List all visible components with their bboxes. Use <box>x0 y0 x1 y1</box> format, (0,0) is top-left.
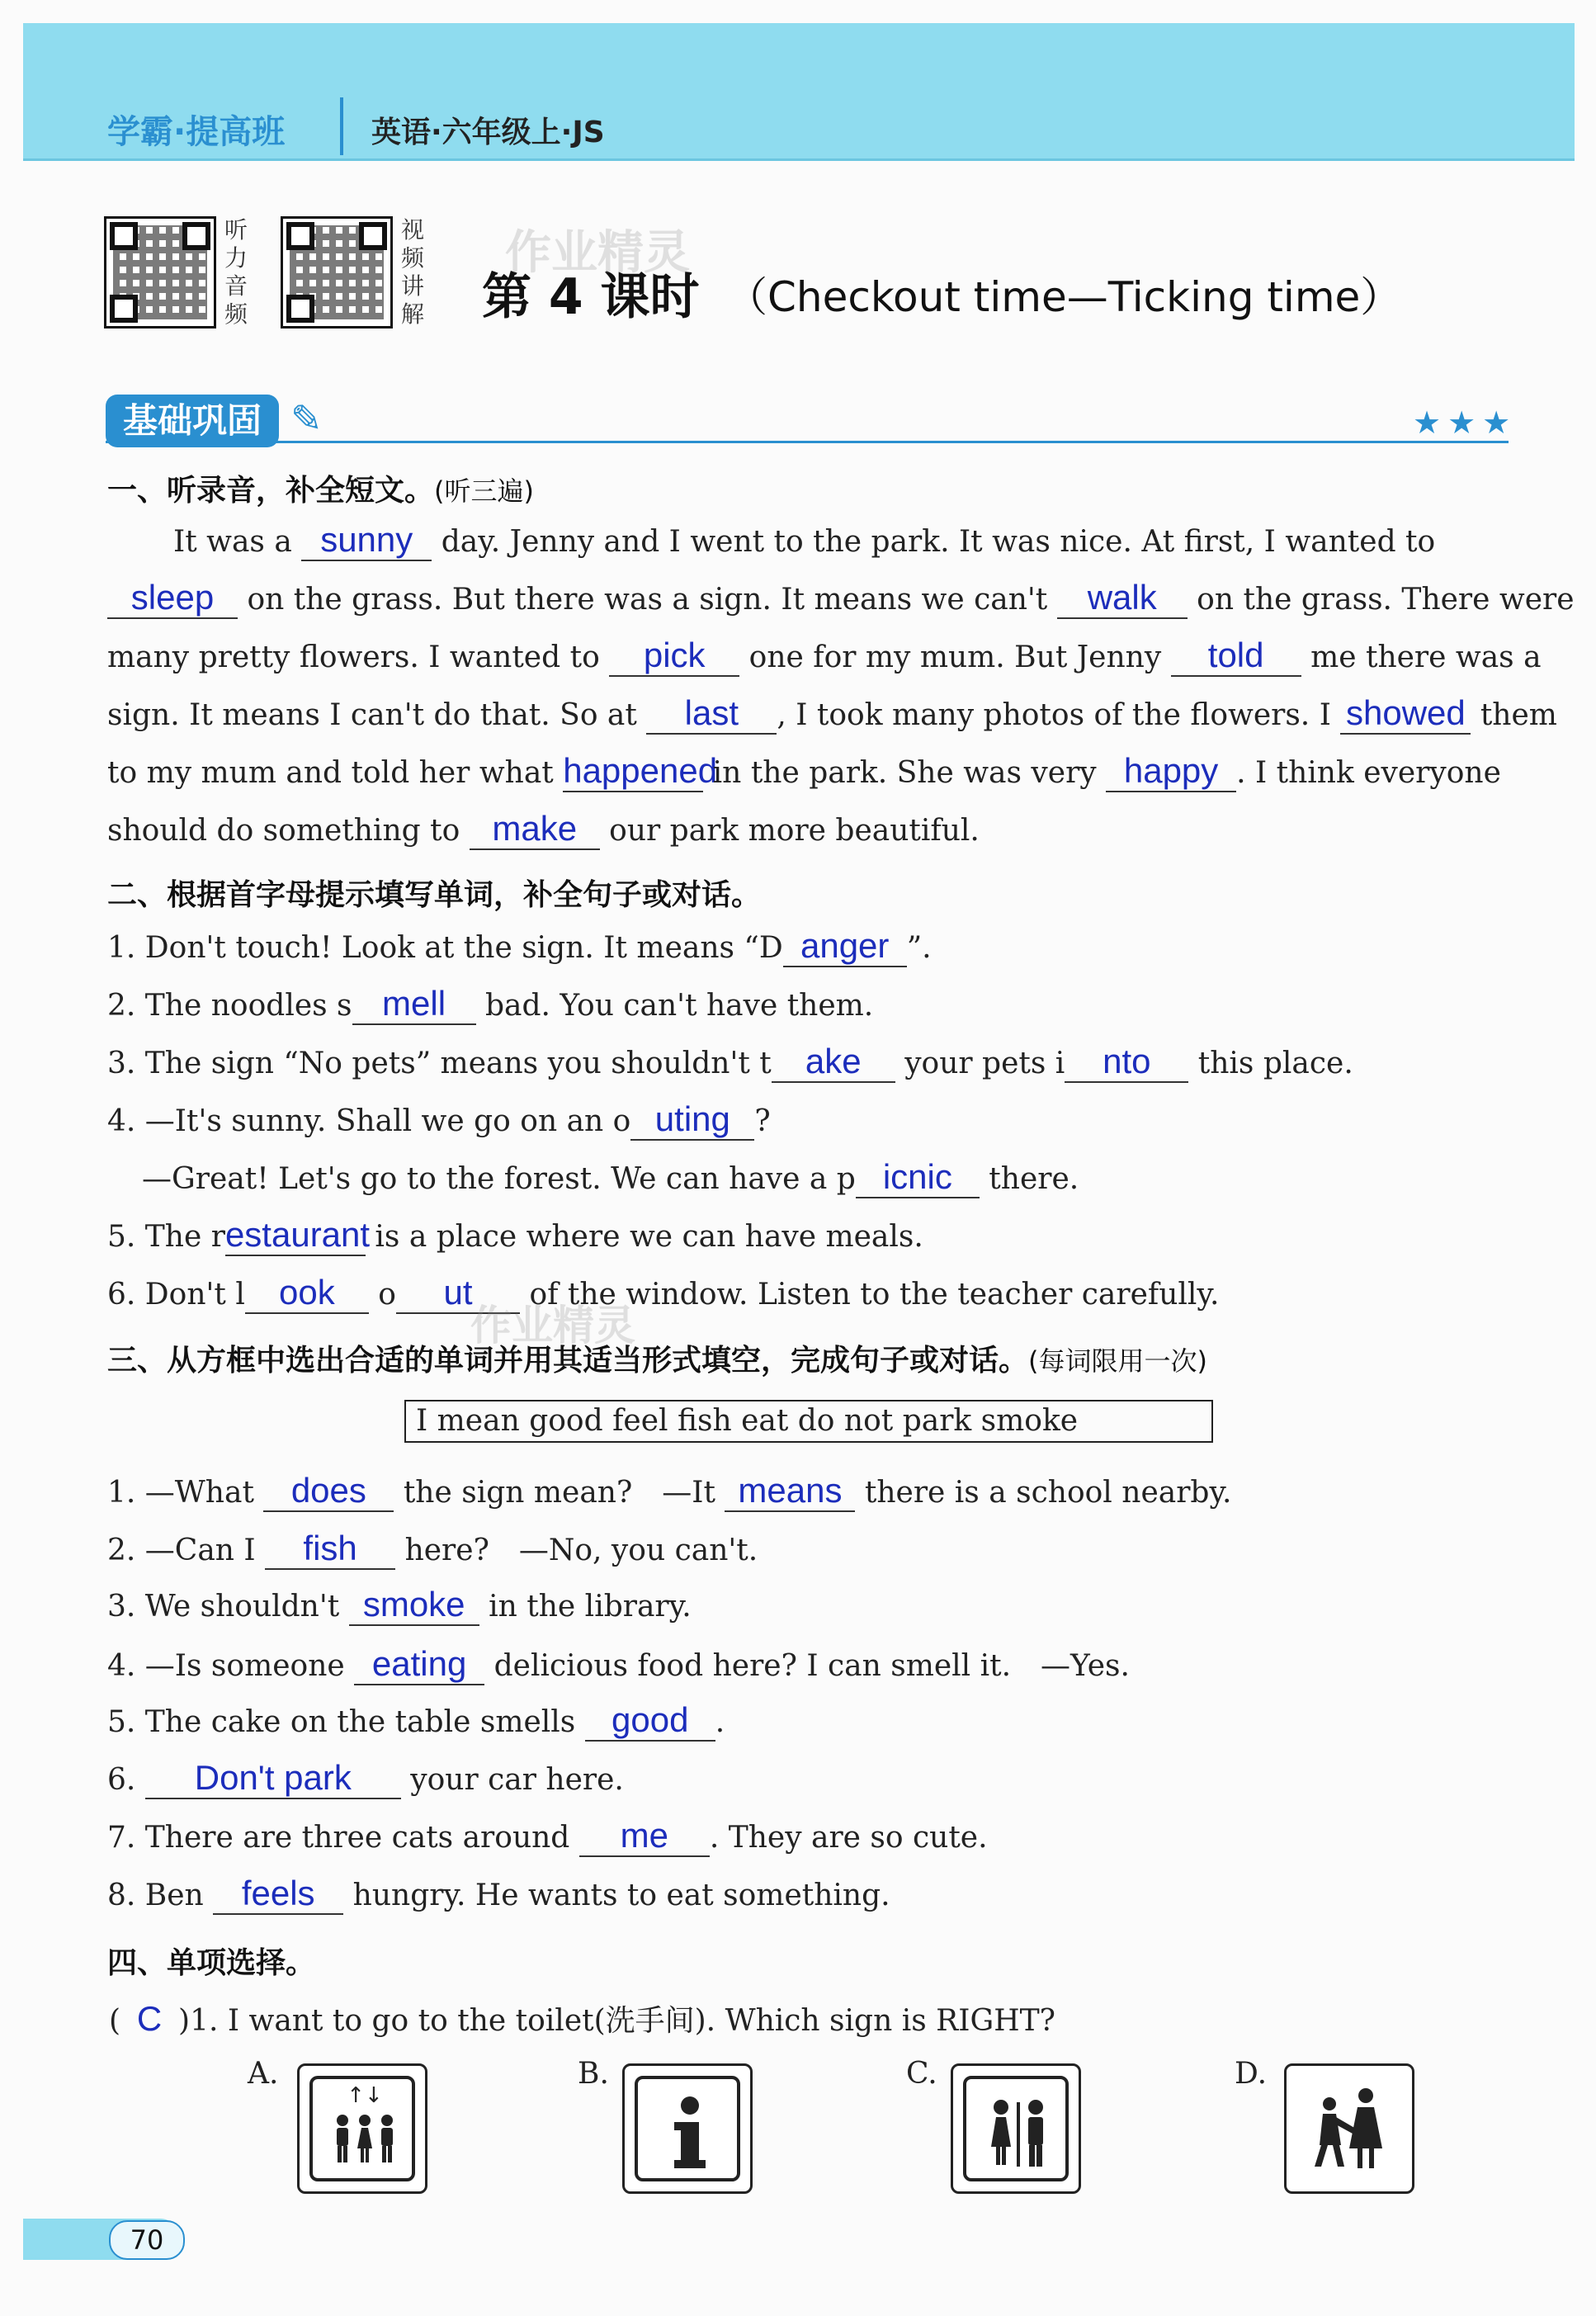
watermark: 作业精灵 <box>470 1302 635 1349</box>
qr-code-audio[interactable] <box>104 216 216 328</box>
answer-blank[interactable]: uting <box>630 1099 754 1141</box>
lesson-subtitle: （Checkout time—Ticking time） <box>726 273 1402 321</box>
option-d-pedestrian-sign[interactable] <box>1284 2063 1414 2194</box>
answer-blank[interactable]: happy <box>1106 751 1236 792</box>
part3-q1: 1. —What does the sign mean? —It means there is a school nearby. <box>107 1469 1231 1512</box>
header-rule <box>23 158 1575 161</box>
part3-q4: 4. —Is someone eating delicious food here? I can smell it. —Yes. <box>107 1642 1130 1685</box>
option-a-elevator-sign[interactable] <box>297 2063 427 2194</box>
part3-q6: 6. Don't park your car here. <box>107 1758 624 1799</box>
information-icon <box>638 2079 742 2183</box>
part2-heading: 二、根据首字母提示填写单词，补全句子或对话。 <box>107 878 762 912</box>
brand-title: 学霸·提高班 <box>107 113 286 151</box>
option-c-toilet-sign[interactable] <box>951 2063 1081 2194</box>
answer-blank[interactable]: smoke <box>349 1585 479 1626</box>
option-a-label: A. <box>248 2057 279 2091</box>
svg-text:↑↓: ↑↓ <box>347 2083 383 2108</box>
part1-line-3: many pretty flowers. I wanted to pick one for my mum. But Jenny told me there was a <box>107 636 1542 677</box>
answer-blank[interactable]: sleep <box>107 578 238 619</box>
part3-q2: 2. —Can I fish here? —No, you can't. <box>107 1527 758 1570</box>
pencil-icon: ✎ <box>290 396 323 441</box>
part1-line-2: sleep on the grass. But there was a sign. It means we can't walk on the grass. There were <box>107 578 1575 619</box>
part1-line-1: It was a sunny day. Jenny and I went to the park. It was nice. At first, I wanted to <box>173 520 1435 561</box>
answer-blank[interactable]: nto <box>1065 1042 1188 1083</box>
part4-q1: ( C )1. I want to go to the toilet(洗手间). Which sign is RIGHT? <box>109 1999 1055 2038</box>
answer-blank[interactable]: good <box>585 1700 715 1742</box>
option-b-information-sign[interactable] <box>622 2063 753 2194</box>
part2-q4: 4. —It's sunny. Shall we go on an o uting ? <box>107 1099 771 1141</box>
answer-blank[interactable]: does <box>263 1471 394 1512</box>
part3-q7: 7. There are three cats around me . They are so cute. <box>107 1816 988 1857</box>
qr-audio-label: 听力音频 <box>224 216 248 328</box>
answer-blank[interactable]: walk <box>1057 578 1188 619</box>
answer-blank[interactable]: pick <box>609 636 739 677</box>
answer-blank[interactable]: estaurant <box>225 1215 366 1256</box>
answer-blank[interactable]: fish <box>265 1529 395 1570</box>
part4-heading: 四、单项选择。 <box>107 1946 316 1980</box>
answer-blank[interactable]: me <box>579 1816 710 1857</box>
answer-blank[interactable]: means <box>725 1471 855 1512</box>
option-b-label: B. <box>578 2057 609 2091</box>
part2-q3: 3. The sign “No pets” means you shouldn't t ake your pets i nto this place. <box>107 1042 1353 1083</box>
answer-blank[interactable]: anger <box>783 926 907 967</box>
part1-line-4: sign. It means I can't do that. So at last , I took many photos of the flowers. I showed them <box>107 693 1557 735</box>
part3-q8: 8. Ben feels hungry. He wants to eat something. <box>107 1874 890 1915</box>
section-rule <box>106 441 1509 443</box>
answer-blank[interactable]: eating <box>354 1644 484 1685</box>
option-d-label: D. <box>1235 2057 1268 2091</box>
answer-blank[interactable]: make <box>470 809 600 850</box>
watermark: 作业精灵 <box>505 226 690 280</box>
qr-video-label: 视频讲解 <box>400 216 424 328</box>
section-tag: 基础巩固 <box>106 395 279 447</box>
part3-q3: 3. We shouldn't smoke in the library. <box>107 1585 692 1626</box>
page-number: 70 <box>109 2220 185 2260</box>
option-c-label: C. <box>906 2057 937 2091</box>
toilet-icon <box>966 2079 1070 2183</box>
answer-blank[interactable]: last <box>646 693 777 735</box>
lesson-title: 第 4 课时 <box>482 268 700 326</box>
part2-q6: 6. Don't l ook o ut of the window. Listen to the teacher carefully. <box>107 1273 1219 1314</box>
answer-blank[interactable]: icnic <box>856 1157 980 1198</box>
subject-title: 英语·六年级上·JS <box>371 116 605 149</box>
answer-blank[interactable]: sunny <box>301 520 432 561</box>
choice-answer[interactable]: C <box>136 1999 163 2038</box>
brand-divider <box>340 97 343 155</box>
answer-blank[interactable]: mell <box>352 984 476 1025</box>
answer-blank[interactable]: ut <box>396 1273 520 1314</box>
answer-blank[interactable]: showed <box>1340 693 1471 735</box>
answer-blank[interactable]: ook <box>245 1273 369 1314</box>
part2-q4-reply: —Great! Let's go to the forest. We can have a p icnic there. <box>142 1157 1079 1198</box>
elevator-icon <box>313 2079 417 2183</box>
pedestrian-icon <box>1287 2066 1412 2191</box>
part2-q2: 2. The noodles s mell bad. You can't have them. <box>107 984 873 1025</box>
word-box: I mean good feel fish eat do not park smoke <box>404 1400 1213 1443</box>
part2-q1: 1. Don't touch! Look at the sign. It means “D anger ”. <box>107 926 932 967</box>
part2-q5: 5. The restaurant is a place where we can have meals. <box>107 1215 923 1256</box>
part1-heading: 一、听录音，补全短文。(听三遍) <box>107 474 534 508</box>
answer-blank[interactable]: happened <box>563 751 703 792</box>
part3-q5: 5. The cake on the table smells good . <box>107 1700 725 1742</box>
qr-code-video[interactable] <box>281 216 393 328</box>
part3-heading: 三、从方框中选出合适的单词并用其适当形式填空，完成句子或对话。(每词限用一次) <box>107 1344 1207 1378</box>
difficulty-stars: ★★★ <box>1413 404 1518 441</box>
answer-blank[interactable]: told <box>1171 636 1301 677</box>
answer-blank[interactable]: ake <box>772 1042 895 1083</box>
part1-line-6: should do something to make our park more beautiful. <box>107 809 980 850</box>
answer-blank[interactable]: feels <box>213 1874 343 1915</box>
part1-line-5: to my mum and told her what happened in the park. She was very happy . I think everyone <box>107 751 1501 792</box>
answer-blank[interactable]: Don't park <box>145 1758 401 1799</box>
